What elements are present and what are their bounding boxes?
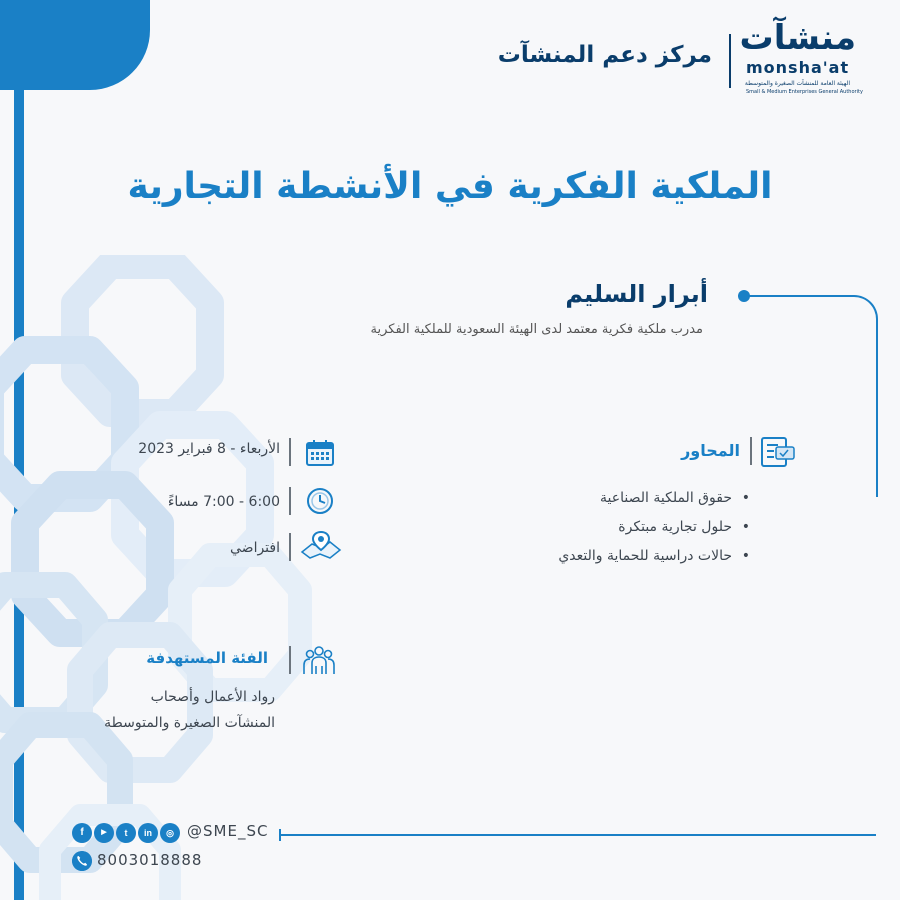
event-date: الأربعاء - 8 فبراير 2023: [138, 441, 280, 457]
instagram-icon[interactable]: ◎: [160, 823, 180, 843]
audience-line: المنشآت الصغيرة والمتوسطة: [104, 715, 275, 731]
audience-heading: الفئة المستهدفة: [146, 649, 268, 667]
logo-arabic-text: منشآت: [739, 18, 856, 58]
axes-list: [558, 484, 750, 571]
presentation-icon: [760, 436, 796, 470]
speaker-role: مدرب ملكية فكرية معتمد لدى الهيئة السعودية للملكية الفكرية: [370, 322, 703, 337]
footer-line: [280, 834, 876, 836]
logo-tagline-arabic: الهيئة العامة للمنشآت الصغيرة والمتوسطة: [744, 80, 850, 87]
axes-heading: المحاور: [681, 441, 740, 460]
people-group-icon: [302, 644, 336, 676]
twitter-icon[interactable]: t: [116, 823, 136, 843]
header-title: مركز دعم المنشآت: [497, 42, 712, 68]
list-item: • حقوق الملكية الصناعية: [558, 484, 750, 513]
axes-divider: [750, 437, 752, 465]
logo-tagline-english: Small & Medium Enterprises General Authority: [746, 89, 863, 95]
time-divider: [289, 487, 291, 515]
page-title: الملكية الفكرية في الأنشطة التجارية: [127, 166, 773, 207]
map-location-icon: [300, 530, 342, 560]
event-mode: افتراضي: [230, 540, 280, 556]
event-time: 6:00 - 7:00 مساءً: [167, 494, 280, 510]
logo-latin-text: monsha'at: [746, 58, 850, 77]
calendar-icon: [305, 439, 335, 467]
social-handle[interactable]: @SME_SC: [187, 822, 269, 840]
clock-icon: [305, 486, 335, 516]
facebook-icon[interactable]: f: [72, 823, 92, 843]
date-divider: [289, 438, 291, 466]
mode-divider: [289, 533, 291, 561]
list-item: • حالات دراسية للحماية والتعدي: [558, 542, 750, 571]
youtube-icon[interactable]: ▶: [94, 823, 114, 843]
phone-number[interactable]: 8003018888: [97, 851, 203, 869]
list-item: • حلول تجارية مبتكرة: [558, 513, 750, 542]
audience-line: رواد الأعمال وأصحاب: [150, 689, 275, 705]
background-pattern: [0, 255, 330, 900]
header-divider: [729, 34, 731, 88]
speaker-name: أبرار السليم: [565, 280, 708, 308]
phone-icon: [72, 851, 92, 871]
speaker-bullet-dot: [738, 290, 750, 302]
audience-divider: [289, 646, 291, 674]
linkedin-icon[interactable]: in: [138, 823, 158, 843]
